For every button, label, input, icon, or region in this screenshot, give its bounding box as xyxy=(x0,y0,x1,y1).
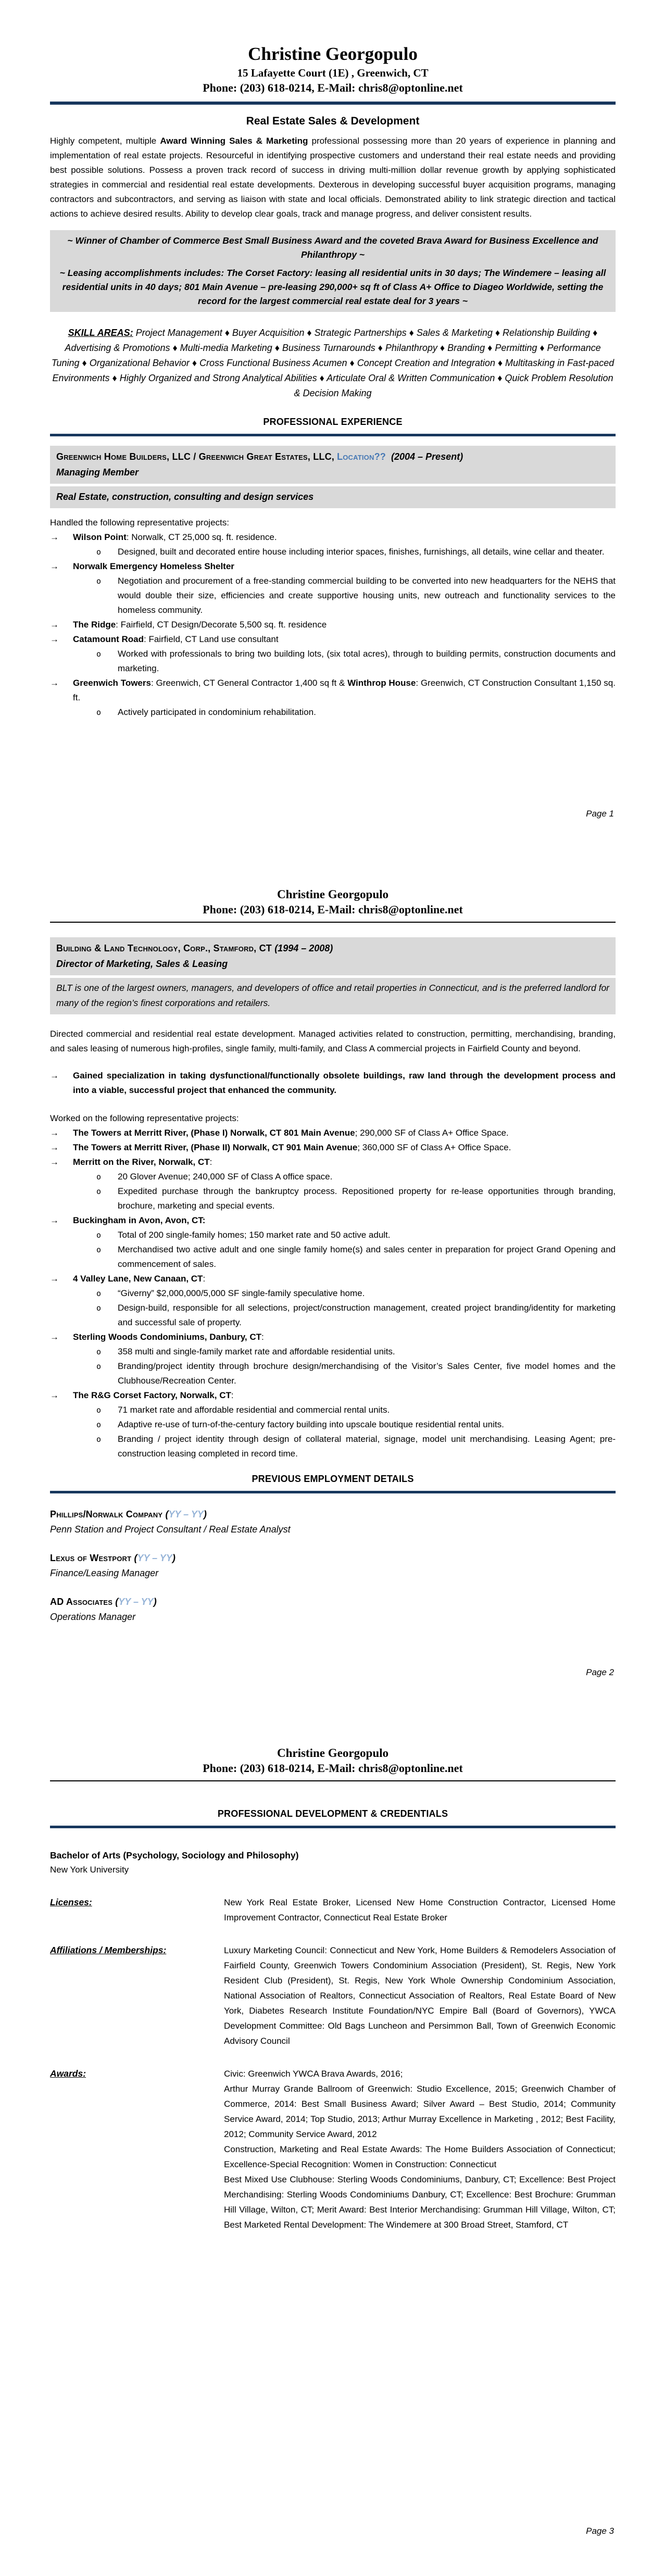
job1-company-line xyxy=(56,449,609,464)
project-sub-bullet xyxy=(50,1432,616,1461)
project-name: Winthrop House xyxy=(347,678,416,688)
project-text: Greenwich Towers: Greenwich, CT General Contractor 1,400 sq ft & Winthrop House: Greenwich, CT Construction Consultant 1,150 sq. ft. xyxy=(73,678,616,703)
arrow-bullet-icon: → xyxy=(50,1128,59,1138)
resume-contact: Phone: (203) 618-0214, E-Mail: chris8@optonline.net xyxy=(203,81,463,94)
highlight-awards: ~ Winner of Chamber of Commerce Best Small Business Award and the coveted Brava Award for Business Excellence and Philanthropy ~ xyxy=(67,235,598,260)
resume-name: Christine Georgopulo xyxy=(277,888,389,901)
school: New York University xyxy=(50,1865,129,1875)
project-sub-text: Designed, built and decorated entire house including interior spaces, finishes, furnishings, all details, wine cellar and theater. xyxy=(118,547,605,557)
credential-row xyxy=(50,1943,616,2049)
job1-subtitle-box xyxy=(50,486,616,508)
arrow-bullet-icon: → xyxy=(50,620,59,630)
circle-bullet-icon: o xyxy=(96,1420,102,1430)
project-name: The Towers at Merritt River, (Phase I) Norwalk, CT 801 Main Avenue xyxy=(73,1128,355,1138)
circle-bullet-icon: o xyxy=(96,1230,102,1240)
project-bullet xyxy=(50,632,616,647)
navy-divider xyxy=(50,102,616,105)
project-bullet xyxy=(50,1213,616,1228)
project-sub-text: Total of 200 single-family homes; 150 market rate and 50 active adult. xyxy=(118,1230,391,1240)
project-sub-bullet xyxy=(50,1242,616,1272)
project-text: Wilson Point: Norwalk, CT 25,000 sq. ft. residence. xyxy=(73,532,277,543)
project-bullet xyxy=(50,1330,616,1344)
project-sub-bullet xyxy=(50,647,616,676)
credential-paragraph: Best Mixed Use Clubhouse: Sterling Woods Condominiums, Danbury, CT; Excellence: Best Project Merchandising: Sterling Woods Condominiums Danbury, CT; Excellence: Best Brochure: Grumman Hill Village, Wilton, CT; Merit Award: Best Interior Merchandising: Grumman Hill Village, Wilton, CT; Best Marketed Rental Development: The Windemere at 300 Broad Street, Stamford, CT xyxy=(224,2175,616,2230)
navy-divider xyxy=(50,434,616,436)
credential-paragraph: Luxury Marketing Council: Connecticut and New York, Home Builders & Remodelers Association of Fairfield County, Greenwich Towers Condominium Association (President), St. Regis, New York Resident Club (President), St. Regis, New York Whole Ownership Condominium Association, National Association of Realtors, Connecticut Association of Realtors, Real Estate Board of New York, Diabetes Research Institute Foundation/NYC Empire Ball (Board of Governors), YWCA Development Committee: Old Bags Luncheon and Persimmon Ball, Town of Greenwich Economic Advisory Council xyxy=(224,1945,616,2046)
page2-number: Page 2 xyxy=(586,1667,614,1677)
project-bullet xyxy=(50,559,616,574)
job1-company: Greenwich Home Builders, LLC / Greenwich Great Estates, LLC, xyxy=(56,451,334,462)
job2-dates: (1994 – 2008) xyxy=(274,943,333,954)
circle-bullet-icon: o xyxy=(96,1347,102,1357)
project-sub-text: Branding/project identity through brochure design/merchandising of the Visitor’s Sales Center, five model homes and the Clubhouse/Recreation Center. xyxy=(118,1361,616,1386)
resume-contact: Phone: (203) 618-0214, E-Mail: chris8@optonline.net xyxy=(203,1761,463,1775)
employment-dates: YY – YY xyxy=(118,1597,154,1607)
employment-title: Finance/Leasing Manager xyxy=(50,1568,159,1579)
page1-number: Page 1 xyxy=(586,809,614,819)
resume-name: Christine Georgopulo xyxy=(277,1746,389,1760)
project-bullet xyxy=(50,1126,616,1140)
arrow-bullet-icon: → xyxy=(50,561,59,572)
project-sub-text: Expedited purchase through the bankruptcy process. Repositioned property for re-lease opportunities through branding, brochure, marketing and special events. xyxy=(118,1186,616,1211)
employment-company-line xyxy=(50,1551,616,1566)
job1-dates: (2004 – Present) xyxy=(391,451,463,462)
job2-blurb: BLT is one of the largest owners, managers, and developers of office and retail properties in Connecticut, and is the preferred landlord for many of the region’s finest corporations and retailers. xyxy=(56,983,609,1009)
page-1 xyxy=(0,0,664,859)
circle-bullet-icon: o xyxy=(96,708,102,718)
arrow-bullet-icon: → xyxy=(50,1332,59,1342)
page-2 xyxy=(0,859,664,1717)
section-title-professional-development: PROFESSIONAL DEVELOPMENT & CREDENTIALS xyxy=(217,1808,448,1819)
summary-pre: Highly competent, multiple xyxy=(50,136,160,146)
project-name: Buckingham in Avon, Avon, CT: xyxy=(73,1215,206,1226)
project-text: 4 Valley Lane, New Canaan, CT: xyxy=(73,1274,206,1284)
project-text: Sterling Woods Condominiums, Danbury, CT: xyxy=(73,1332,264,1342)
thin-divider xyxy=(50,922,616,923)
circle-bullet-icon: o xyxy=(96,1362,102,1372)
employment-company-line xyxy=(50,1594,616,1610)
page2-header xyxy=(50,859,616,917)
project-name: Wilson Point xyxy=(73,532,127,543)
project-text: Merritt on the River, Norwalk, CT: xyxy=(73,1157,212,1167)
section-title-previous-employment: PREVIOUS EMPLOYMENT DETAILS xyxy=(252,1474,414,1485)
job2-projects-intro: Worked on the following representative projects: xyxy=(50,1113,239,1124)
close-paren: ) xyxy=(172,1553,176,1564)
credential-text xyxy=(224,2066,616,2232)
employment-company: AD Associates xyxy=(50,1597,116,1607)
credential-row xyxy=(50,2066,616,2232)
job2-projects-list xyxy=(50,1126,616,1461)
arrow-bullet-icon: → xyxy=(50,532,59,543)
project-sub-bullet xyxy=(50,1301,616,1330)
credentials-list xyxy=(50,1895,616,2232)
circle-bullet-icon: o xyxy=(96,1245,102,1255)
job1-header xyxy=(50,446,616,484)
job2-title: Director of Marketing, Sales & Leasing xyxy=(56,959,228,970)
credential-paragraph: Arthur Murray Grande Ballroom of Greenwich: Studio Excellence, 2015; Greenwich Chamber of Commerce, 2014: Best Small Business Award; Silver Award – Best Studio, 2014; Community Service Award, 2014; Top Studio, 2013; Arthur Murray Excellence in Marketing , 2012; Best Facility, 2012; Community Service Award, 2012 xyxy=(224,2084,616,2140)
project-sub-bullet xyxy=(50,1403,616,1417)
employment-dates: YY – YY xyxy=(168,1509,204,1520)
project-name: The R&G Corset Factory, Norwalk, CT xyxy=(73,1390,231,1401)
project-sub-text: Adaptive re-use of turn-of-the-century factory building into upscale boutique residential rental units. xyxy=(118,1419,504,1430)
credential-text xyxy=(224,1895,616,1925)
resume-address: 15 Lafayette Court (1E) , Greenwich, CT xyxy=(237,67,429,80)
credential-paragraph: Construction, Marketing and Real Estate Awards: The Home Builders Association of Connecticut; Excellence-Special Recognition: Women in Construction: Connecticut xyxy=(224,2144,616,2170)
credential-label: Licenses: xyxy=(50,1897,92,1908)
skill-areas-label: SKILL AREAS: xyxy=(68,328,133,338)
credential-paragraph: New York Real Estate Broker, Licensed New Home Construction Contractor, Licensed Home Improvement Contractor, Connecticut Real Estate Broker xyxy=(224,1898,616,1923)
project-sub-bullet xyxy=(50,1344,616,1359)
job1-projects-list xyxy=(50,530,616,720)
page3-header xyxy=(50,1717,616,1776)
project-text: The Ridge: Fairfield, CT Design/Decorate 5,500 sq. ft. residence xyxy=(73,620,327,630)
job1-title: Managing Member xyxy=(56,467,139,478)
summary-bold: Award Winning Sales & Marketing xyxy=(160,136,308,146)
project-bullet xyxy=(50,1155,616,1170)
project-sub-bullet xyxy=(50,1417,616,1432)
job2-highlight-text: Gained specialization in taking dysfunctional/functionally obsolete buildings, raw land through the development process and into a viable, successful project that enhanced the community. xyxy=(73,1071,616,1096)
arrow-bullet-icon: → xyxy=(50,678,59,688)
arrow-bullet-icon: → xyxy=(50,1142,59,1153)
project-text: The R&G Corset Factory, Norwalk, CT: xyxy=(73,1390,234,1401)
employment-entry xyxy=(50,1507,616,1537)
project-text: The Towers at Merritt River, (Phase II) Norwalk, CT 901 Main Avenue; 360,000 SF of Class A+ Office Space. xyxy=(73,1142,511,1153)
project-sub-bullet xyxy=(50,545,616,559)
circle-bullet-icon: o xyxy=(96,1172,102,1182)
job1-projects-intro: Handled the following representative projects: xyxy=(50,518,229,528)
circle-bullet-icon: o xyxy=(96,1435,102,1444)
project-sub-text: Merchandised two active adult and one single family home(s) and sales center in preparation for project Grand Opening and commencement of sales. xyxy=(118,1245,616,1270)
open-paren: ( xyxy=(165,1509,169,1520)
employment-title: Penn Station and Project Consultant / Real Estate Analyst xyxy=(50,1524,291,1535)
circle-bullet-icon: o xyxy=(96,1289,102,1299)
job1-location-placeholder: Location?? xyxy=(337,451,386,462)
navy-divider xyxy=(50,1826,616,1828)
job1-subtitle: Real Estate, construction, consulting and design services xyxy=(56,492,314,502)
highlights-box xyxy=(50,230,616,312)
project-sub-text: Branding / project identity through design of collateral material, signage, model unit merchandising. Leasing Agent; pre-construction leasing completed in record time. xyxy=(118,1434,616,1459)
project-name: Merritt on the River, Norwalk, CT xyxy=(73,1157,210,1167)
arrow-bullet-icon: → xyxy=(50,1071,59,1081)
page1-header xyxy=(50,0,616,95)
project-bullet xyxy=(50,618,616,632)
resume-contact: Phone: (203) 618-0214, E-Mail: chris8@optonline.net xyxy=(203,902,463,916)
project-name: Catamount Road xyxy=(73,634,144,645)
project-sub-text: Actively participated in condominium rehabilitation. xyxy=(118,707,316,718)
project-text: Catamount Road: Fairfield, CT Land use consultant xyxy=(73,634,279,645)
employment-entry xyxy=(50,1594,616,1625)
close-paren: ) xyxy=(203,1509,207,1520)
employment-company-line xyxy=(50,1507,616,1522)
project-name: The Ridge xyxy=(73,620,116,630)
project-sub-bullet xyxy=(50,1286,616,1301)
highlight-leasing: ~ Leasing accomplishments includes: The Corset Factory: leasing all residential units in 30 days; The Windemere – leasing all residential units in 40 days; 801 Main Avenue – pre-leasing 290,000+ sq ft of Class A+ Office to Diageo Worldwide, setting the record for the largest commercial real estate deal for 3 years ~ xyxy=(59,268,606,307)
project-text: The Towers at Merritt River, (Phase I) Norwalk, CT 801 Main Avenue; 290,000 SF of Class A+ Office Space. xyxy=(73,1128,509,1138)
credential-row xyxy=(50,1895,616,1925)
project-name: Greenwich Towers xyxy=(73,678,151,688)
project-sub-text: 71 market rate and affordable residential and commercial rental units. xyxy=(118,1405,390,1415)
project-name: Sterling Woods Condominiums, Danbury, CT xyxy=(73,1332,262,1342)
credential-paragraph: Civic: Greenwich YWCA Brava Awards, 2016; xyxy=(224,2069,403,2079)
skill-areas-list: Project Management ♦ Buyer Acquisition ♦ Strategic Partnerships ♦ Sales & Marketing ♦ Relationship Building ♦ Advertising & Promotions ♦ Multi-media Marketing ♦ Business Turnarounds ♦ Philanthropy ♦ Branding ♦ Permitting ♦ Performance Tuning ♦ Organizational Behavior ♦ Cross Functional Business Acumen ♦ Concept Creation and Integration ♦ Multitasking in Fast-paced Environments ♦ Highly Organized and Strong Analytical Abilities ♦ Articulate Oral & Written Communication ♦ Quick Problem Resolution & Decision Making xyxy=(51,328,615,399)
project-sub-text: Design-build, responsible for all selections, project/construction management, created project branding/identity for marketing and successful sale of property. xyxy=(118,1303,616,1328)
circle-bullet-icon: o xyxy=(96,547,102,557)
project-sub-bullet xyxy=(50,574,616,618)
employment-dates: YY – YY xyxy=(137,1553,172,1564)
open-paren: ( xyxy=(115,1597,119,1607)
project-bullet xyxy=(50,1388,616,1403)
project-bullet xyxy=(50,530,616,545)
resume-name: Christine Georgopulo xyxy=(248,44,418,64)
summary-post: professional possessing more than 20 years of experience in planning and implementation of real estate projects. Resourceful in identifying prospective customers and understand their real estate needs and providing best possible solutions. Possess a proven track record of success in driving multi-million dollar revenue growth by applying sophisticated strategies in commercial and residential real estate developments. Dexterous in developing successful buyer acquisition programs, managing contractors and subcontractors, and serving as liaison with state and local officials. Demonstrated ability to link strategic direction and tactical actions to achieve desired results. Ability to develop clear goals, track and manage progress, and deliver consistent results. xyxy=(50,136,616,219)
skill-areas xyxy=(50,325,616,401)
arrow-bullet-icon: → xyxy=(50,634,59,645)
project-sub-bullet xyxy=(50,705,616,720)
open-paren: ( xyxy=(134,1553,137,1564)
arrow-bullet-icon: → xyxy=(50,1157,59,1167)
previous-employment-list xyxy=(50,1507,616,1625)
employment-company: Phillips/Norwalk Company xyxy=(50,1509,166,1520)
project-sub-bullet xyxy=(50,1228,616,1242)
employment-title: Operations Manager xyxy=(50,1612,136,1623)
project-sub-bullet xyxy=(50,1184,616,1213)
employment-company: Lexus of Westport xyxy=(50,1553,134,1564)
close-paren: ) xyxy=(153,1597,157,1607)
project-sub-text: “Giverny” $2,000,000/5,000 SF single-family speculative home. xyxy=(118,1288,365,1299)
job2-overview-paragraph: Directed commercial and residential real estate development. Managed activities related to construction, permitting, merchandising, branding, and sales leasing of numerous high-profiles, single family, multi-family, and Class A commercial projects in Fairfield County and beyond. xyxy=(50,1029,616,1054)
circle-bullet-icon: o xyxy=(96,1187,102,1197)
circle-bullet-icon: o xyxy=(96,576,102,586)
thin-divider xyxy=(50,1780,616,1781)
arrow-bullet-icon: → xyxy=(50,1390,59,1401)
credential-label: Awards: xyxy=(50,2068,86,2079)
job2-company-line xyxy=(56,940,609,956)
project-sub-text: 358 multi and single-family market rate and affordable residential units. xyxy=(118,1347,395,1357)
project-sub-bullet xyxy=(50,1359,616,1388)
job2-blurb-box xyxy=(50,978,616,1014)
job2-header xyxy=(50,937,616,975)
document-title: Real Estate Sales & Development xyxy=(246,115,420,128)
project-name: 4 Valley Lane, New Canaan, CT xyxy=(73,1274,203,1284)
project-bullet xyxy=(50,1140,616,1155)
project-bullet xyxy=(50,1272,616,1286)
project-sub-text: Worked with professionals to bring two building lots, (six total acres), through to building permits, construction documents and marketing. xyxy=(118,649,616,674)
credential-text xyxy=(224,1943,616,2049)
page-3 xyxy=(0,1717,664,2576)
project-text xyxy=(73,1213,616,1228)
circle-bullet-icon: o xyxy=(96,649,102,659)
credential-label: Affiliations / Memberships: xyxy=(50,1945,167,1956)
section-title-professional-experience: PROFESSIONAL EXPERIENCE xyxy=(263,417,403,428)
circle-bullet-icon: o xyxy=(96,1303,102,1313)
degree: Bachelor of Arts (Psychology, Sociology and Philosophy) xyxy=(50,1850,299,1861)
project-name: Norwalk Emergency Homeless Shelter xyxy=(73,561,234,572)
project-sub-text: 20 Glover Avenue; 240,000 SF of Class A office space. xyxy=(118,1172,333,1182)
summary-paragraph xyxy=(50,134,616,221)
project-text xyxy=(73,559,616,574)
project-sub-bullet xyxy=(50,1170,616,1184)
project-name: The Towers at Merritt River, (Phase II) Norwalk, CT 901 Main Avenue xyxy=(73,1142,358,1153)
job2-highlight-bullet xyxy=(50,1069,616,1098)
page3-number: Page 3 xyxy=(586,2526,614,2536)
arrow-bullet-icon: → xyxy=(50,1215,59,1226)
project-bullet xyxy=(50,676,616,705)
employment-entry xyxy=(50,1551,616,1581)
job2-company: Building & Land Technology, Corp., Stamford, CT xyxy=(56,943,275,954)
circle-bullet-icon: o xyxy=(96,1405,102,1415)
navy-divider xyxy=(50,1491,616,1493)
arrow-bullet-icon: → xyxy=(50,1274,59,1284)
project-sub-text: Negotiation and procurement of a free-standing commercial building to be converted into new headquarters for the NEHS that would double their size, efficiencies and create supportive housing units, new outreach and functionality services to the homeless community. xyxy=(118,576,616,615)
